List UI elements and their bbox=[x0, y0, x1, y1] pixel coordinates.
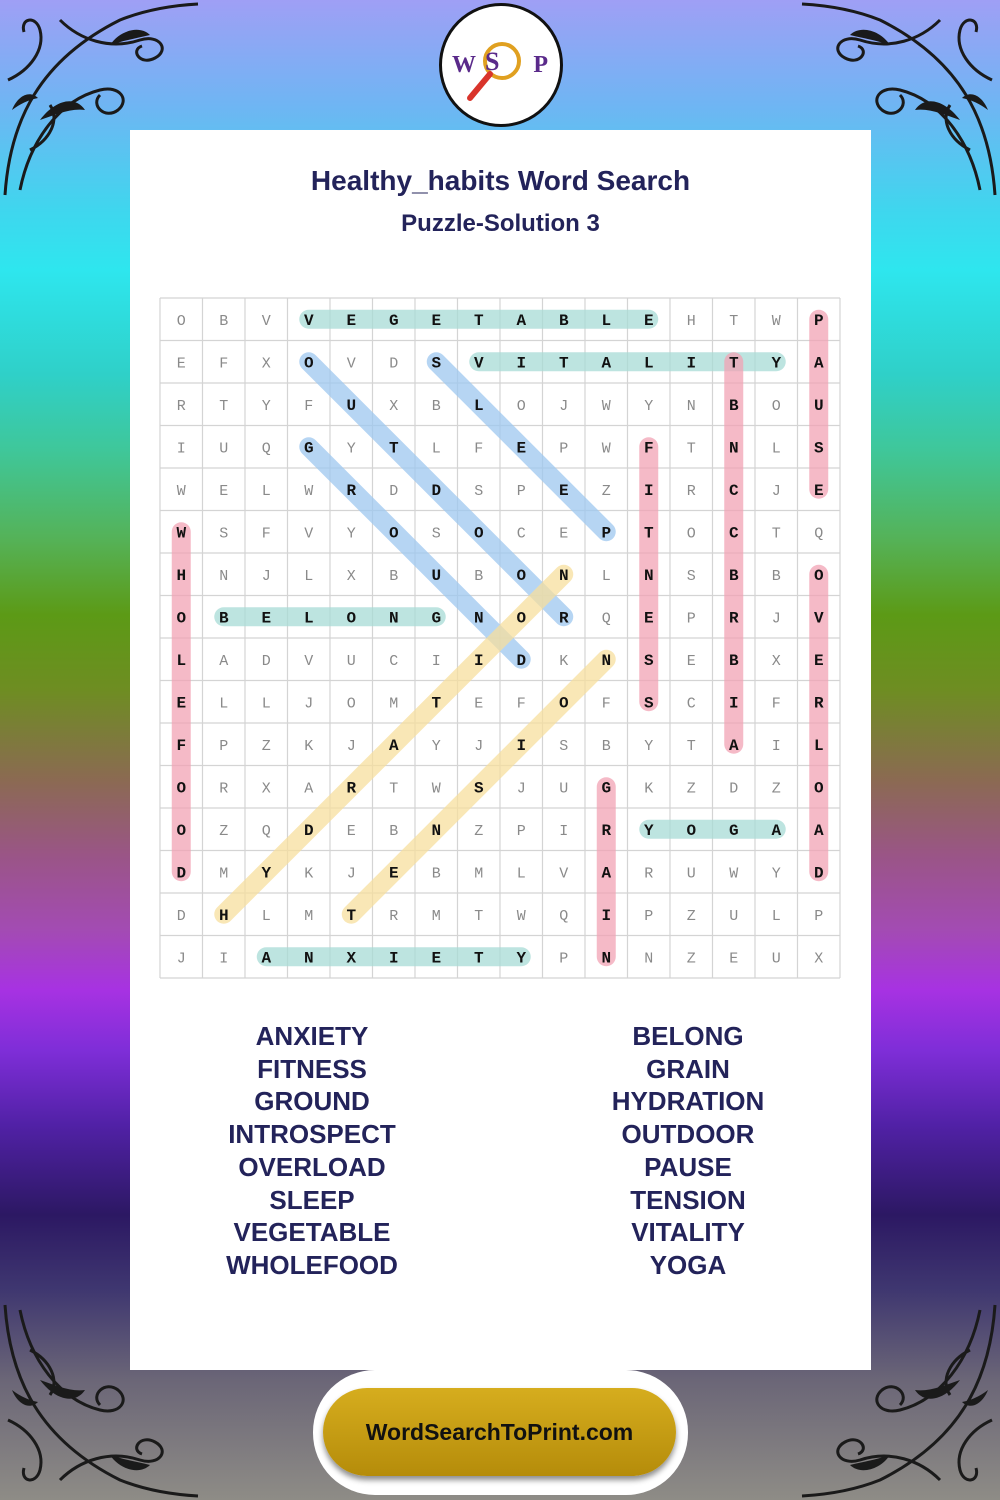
grid-cell-letter: Z bbox=[686, 780, 696, 798]
grid-cell-letter: C bbox=[686, 695, 696, 713]
grid-cell-letter: L bbox=[261, 695, 271, 713]
grid-cell-letter: O bbox=[771, 397, 781, 415]
grid-cell-letter: N bbox=[686, 397, 696, 415]
word-list-item: PAUSE bbox=[644, 1151, 732, 1182]
grid-cell-letter: A bbox=[219, 652, 229, 670]
grid-cell-letter: I bbox=[473, 651, 484, 670]
grid-cell-letter: G bbox=[601, 779, 612, 798]
logo-letter-p: P bbox=[533, 52, 548, 78]
grid-cell-letter: N bbox=[431, 821, 442, 840]
grid-cell-letter: C bbox=[516, 525, 526, 543]
grid-cell-letter: N bbox=[644, 950, 654, 968]
grid-cell-letter: D bbox=[261, 652, 271, 670]
grid-cell-letter: L bbox=[219, 695, 229, 713]
grid-cell-letter: Y bbox=[431, 737, 441, 755]
grid-cell-letter: E bbox=[558, 481, 569, 500]
grid-cell-letter: A bbox=[771, 821, 782, 840]
grid-cell-letter: O bbox=[176, 821, 187, 840]
grid-cell-letter: W bbox=[516, 907, 526, 925]
grid-cell-letter: B bbox=[431, 397, 441, 415]
grid-cell-letter: K bbox=[304, 737, 314, 755]
grid-cell-letter: F bbox=[516, 695, 526, 713]
site-logo[interactable] bbox=[439, 3, 563, 127]
grid-cell-letter: X bbox=[261, 780, 271, 798]
grid-cell-letter: B bbox=[728, 651, 739, 670]
grid-cell-letter: Y bbox=[644, 397, 654, 415]
grid-cell-letter: A bbox=[601, 354, 612, 373]
grid-cell-letter: V bbox=[813, 609, 824, 628]
grid-cell-letter: N bbox=[601, 651, 612, 670]
grid-cell-letter: S bbox=[431, 525, 441, 543]
grid-cell-letter: N bbox=[601, 949, 612, 968]
word-list-left bbox=[162, 1020, 462, 1282]
grid-cell-letter: R bbox=[346, 481, 357, 500]
grid-cell-letter: T bbox=[346, 906, 357, 925]
grid-cell-letter: O bbox=[813, 566, 824, 585]
grid-cell-letter: W bbox=[431, 780, 441, 798]
grid-cell-letter: L bbox=[303, 609, 314, 628]
grid-cell-letter: Y bbox=[644, 737, 654, 755]
grid-cell-letter: X bbox=[346, 949, 357, 968]
grid-cell-letter: O bbox=[516, 609, 527, 628]
grid-cell-letter: U bbox=[431, 566, 442, 585]
grid-cell-letter: Z bbox=[601, 482, 611, 500]
grid-cell-letter: W bbox=[729, 865, 739, 883]
grid-cell-letter: I bbox=[686, 354, 697, 373]
grid-cell-letter: O bbox=[176, 609, 187, 628]
grid-cell-letter: F bbox=[176, 736, 187, 755]
grid-cell-letter: J bbox=[771, 610, 781, 628]
grid-cell-letter: W bbox=[176, 482, 186, 500]
grid-cell-letter: V bbox=[304, 652, 314, 670]
grid-cell-letter: R bbox=[219, 780, 229, 798]
grid-cell-letter: I bbox=[516, 736, 527, 755]
grid-cell-letter: W bbox=[601, 397, 611, 415]
grid-cell-letter: E bbox=[643, 609, 654, 628]
grid-cell-letter: F bbox=[771, 695, 781, 713]
grid-cell-letter: C bbox=[728, 481, 739, 500]
page-title: Healthy_habits Word Search bbox=[310, 165, 691, 196]
grid-cell-letter: Q bbox=[559, 907, 569, 925]
grid-cell-letter: I bbox=[643, 481, 654, 500]
grid-cell-letter: K bbox=[304, 865, 314, 883]
grid-cell-letter: Y bbox=[516, 949, 527, 968]
grid-cell-letter: O bbox=[303, 354, 314, 373]
grid-cell-letter: O bbox=[558, 694, 569, 713]
grid-cell-letter: Z bbox=[686, 907, 696, 925]
grid-cell-letter: L bbox=[176, 651, 187, 670]
grid-cell-letter: F bbox=[304, 397, 314, 415]
word-list-item: SLEEP bbox=[269, 1184, 355, 1215]
grid-cell-letter: V bbox=[304, 525, 314, 543]
grid-cell-letter: E bbox=[346, 311, 357, 330]
word-list-item: FITNESS bbox=[257, 1053, 367, 1084]
grid-cell-letter: X bbox=[261, 355, 271, 373]
grid-cell-letter: U bbox=[346, 652, 356, 670]
grid-cell-letter: T bbox=[473, 311, 484, 330]
grid-cell-letter: D bbox=[389, 482, 399, 500]
grid-cell-letter: C bbox=[389, 652, 399, 670]
grid-cell-letter: R bbox=[558, 609, 569, 628]
grid-cell-letter: Z bbox=[219, 822, 229, 840]
grid-cell-letter: F bbox=[601, 695, 611, 713]
grid-cell-letter: P bbox=[601, 524, 612, 543]
grid-cell-letter: F bbox=[474, 440, 484, 458]
grid-cell-letter: P bbox=[813, 311, 824, 330]
grid-cell-letter: U bbox=[813, 396, 824, 415]
grid-cell-letter: T bbox=[219, 397, 229, 415]
footer-site-link[interactable] bbox=[323, 1388, 676, 1476]
grid-cell-letter: T bbox=[643, 524, 654, 543]
grid-cell-letter: L bbox=[516, 865, 526, 883]
grid-cell-letter: A bbox=[601, 864, 612, 883]
grid-cell-letter: Y bbox=[261, 864, 272, 883]
grid-cell-letter: L bbox=[813, 736, 824, 755]
grid-cell-letter: I bbox=[559, 822, 569, 840]
grid-cell-letter: B bbox=[558, 311, 569, 330]
grid-cell-letter: D bbox=[813, 864, 824, 883]
grid-cell-letter: A bbox=[516, 311, 527, 330]
grid-cell-letter: B bbox=[218, 609, 229, 628]
grid-cell-letter: O bbox=[473, 524, 484, 543]
grid-cell-letter: Q bbox=[601, 610, 611, 628]
grid-cell-letter: B bbox=[728, 566, 739, 585]
grid-cell-letter: U bbox=[729, 907, 739, 925]
grid-cell-letter: E bbox=[729, 950, 739, 968]
grid-cell-letter: T bbox=[686, 440, 696, 458]
grid-cell-letter: V bbox=[473, 354, 484, 373]
grid-cell-letter: L bbox=[261, 907, 271, 925]
grid-cell-letter: J bbox=[304, 695, 314, 713]
grid-cell-letter: N bbox=[728, 439, 739, 458]
grid-cell-letter: U bbox=[686, 865, 696, 883]
grid-cell-letter: P bbox=[686, 610, 696, 628]
word-list-right bbox=[538, 1020, 838, 1282]
grid-cell-letter: D bbox=[431, 481, 442, 500]
grid-cell-letter: V bbox=[261, 312, 271, 330]
grid-cell-letter: E bbox=[261, 609, 272, 628]
grid-cell-letter: E bbox=[813, 651, 824, 670]
grid-cell-letter: E bbox=[388, 864, 399, 883]
grid-cell-letter: U bbox=[771, 950, 781, 968]
grid-cell-letter: S bbox=[473, 779, 484, 798]
grid-cell-letter: E bbox=[346, 822, 356, 840]
grid-cell-letter: Z bbox=[261, 737, 271, 755]
grid-cell-letter: J bbox=[346, 865, 356, 883]
grid-cell-letter: V bbox=[303, 311, 314, 330]
grid-cell-letter: J bbox=[516, 780, 526, 798]
word-list-item: GRAIN bbox=[646, 1053, 730, 1084]
word-list-item: OUTDOOR bbox=[621, 1119, 755, 1150]
grid-cell-letter: R bbox=[686, 482, 696, 500]
grid-cell-letter: Y bbox=[771, 354, 782, 373]
grid-cell-letter: K bbox=[559, 652, 569, 670]
grid-cell-letter: P bbox=[516, 822, 526, 840]
grid-cell-letter: B bbox=[474, 567, 484, 585]
grid-cell-letter: N bbox=[473, 609, 484, 628]
grid-cell-letter: W bbox=[601, 440, 611, 458]
grid-cell-letter: Z bbox=[474, 822, 484, 840]
grid-cell-letter: T bbox=[474, 907, 484, 925]
grid-cell-letter: A bbox=[304, 780, 314, 798]
grid-cell-letter: N bbox=[643, 566, 654, 585]
grid-cell-letter: E bbox=[176, 694, 187, 713]
word-list-item: HYDRATION bbox=[611, 1086, 765, 1117]
grid-cell-letter: A bbox=[728, 736, 739, 755]
grid-cell-letter: Y bbox=[643, 821, 654, 840]
grid-cell-letter: P bbox=[516, 482, 526, 500]
grid-cell-letter: L bbox=[771, 440, 781, 458]
grid-cell-letter: Q bbox=[261, 440, 271, 458]
grid-cell-letter: X bbox=[814, 950, 824, 968]
grid-cell-letter: L bbox=[643, 354, 654, 373]
grid-cell-letter: Z bbox=[771, 780, 781, 798]
logo-letter-s: S bbox=[485, 47, 500, 76]
grid-cell-letter: S bbox=[474, 482, 484, 500]
grid-cell-letter: M bbox=[474, 865, 484, 883]
grid-cell-letter: N bbox=[303, 949, 314, 968]
grid-cell-letter: T bbox=[431, 694, 442, 713]
grid-cell-letter: B bbox=[389, 822, 399, 840]
grid-cell-letter: E bbox=[813, 481, 824, 500]
grid-cell-letter: R bbox=[176, 397, 186, 415]
grid-cell-letter: P bbox=[559, 950, 569, 968]
grid-cell-letter: M bbox=[304, 907, 314, 925]
grid-cell-letter: R bbox=[601, 821, 612, 840]
grid-cell-letter: D bbox=[176, 907, 186, 925]
grid-cell-letter: F bbox=[219, 355, 229, 373]
grid-cell-letter: G bbox=[388, 311, 399, 330]
grid-cell-letter: O bbox=[516, 566, 527, 585]
grid-cell-letter: I bbox=[431, 652, 441, 670]
grid-cell-letter: T bbox=[389, 780, 399, 798]
grid-cell-letter: U bbox=[219, 440, 229, 458]
grid-cell-letter: A bbox=[388, 736, 399, 755]
grid-cell-letter: I bbox=[771, 737, 781, 755]
grid-cell-letter: B bbox=[431, 865, 441, 883]
grid-cell-letter: W bbox=[176, 524, 187, 543]
grid-cell-letter: B bbox=[219, 312, 229, 330]
grid-cell-letter: I bbox=[601, 906, 612, 925]
grid-cell-letter: E bbox=[516, 439, 527, 458]
word-list-item: BELONG bbox=[632, 1021, 744, 1051]
grid-cell-letter: J bbox=[346, 737, 356, 755]
grid-cell-letter: O bbox=[176, 779, 187, 798]
grid-cell-letter: L bbox=[261, 482, 271, 500]
grid-cell-letter: Y bbox=[771, 865, 781, 883]
grid-cell-letter: Q bbox=[261, 822, 271, 840]
grid-cell-letter: H bbox=[686, 312, 696, 330]
grid-cell-letter: I bbox=[516, 354, 527, 373]
grid-cell-letter: D bbox=[389, 355, 399, 373]
grid-cell-letter: B bbox=[389, 567, 399, 585]
grid-cell-letter: I bbox=[219, 950, 229, 968]
grid-cell-letter: B bbox=[728, 396, 739, 415]
grid-cell-letter: R bbox=[813, 694, 824, 713]
grid-cell-letter: A bbox=[261, 949, 272, 968]
grid-cell-letter: V bbox=[559, 865, 569, 883]
word-list-item: VITALITY bbox=[631, 1217, 745, 1248]
grid-cell-letter: G bbox=[431, 609, 442, 628]
footer-site-label: WordSearchToPrint.com bbox=[365, 1418, 634, 1445]
grid-cell-letter: J bbox=[559, 397, 569, 415]
grid-cell-letter: S bbox=[219, 525, 229, 543]
grid-cell-letter: J bbox=[474, 737, 484, 755]
grid-cell-letter: D bbox=[516, 651, 527, 670]
word-list-item: OVERLOAD bbox=[238, 1151, 386, 1182]
grid-cell-letter: X bbox=[346, 567, 356, 585]
grid-cell-letter: U bbox=[346, 396, 357, 415]
word-list-item: TENSION bbox=[630, 1184, 746, 1215]
grid-cell-letter: O bbox=[346, 609, 357, 628]
grid-cell-letter: E bbox=[643, 311, 654, 330]
grid-cell-letter: G bbox=[728, 821, 739, 840]
grid-cell-letter: T bbox=[771, 525, 781, 543]
grid-cell-letter: E bbox=[176, 355, 186, 373]
grid-cell-letter: R bbox=[389, 907, 399, 925]
grid-cell-letter: Q bbox=[814, 525, 824, 543]
grid-cell-letter: P bbox=[644, 907, 654, 925]
grid-cell-letter: A bbox=[813, 821, 824, 840]
grid-cell-letter: I bbox=[388, 949, 399, 968]
puzzle-card bbox=[130, 130, 871, 1370]
grid-cell-letter: D bbox=[176, 864, 187, 883]
grid-cell-letter: B bbox=[771, 567, 781, 585]
grid-cell-letter: S bbox=[559, 737, 569, 755]
grid-cell-letter: E bbox=[474, 695, 484, 713]
grid-cell-letter: E bbox=[559, 525, 569, 543]
grid-cell-letter: M bbox=[431, 907, 441, 925]
grid-cell-letter: O bbox=[176, 312, 186, 330]
grid-cell-letter: E bbox=[686, 652, 696, 670]
grid-cell-letter: S bbox=[431, 354, 442, 373]
grid-cell-letter: T bbox=[728, 354, 739, 373]
grid-cell-letter: H bbox=[176, 566, 187, 585]
word-list-item: WHOLEFOOD bbox=[226, 1249, 398, 1280]
grid-cell-letter: E bbox=[219, 482, 229, 500]
grid-cell-letter: S bbox=[643, 651, 654, 670]
grid-cell-letter: J bbox=[771, 482, 781, 500]
grid-cell-letter: O bbox=[686, 821, 697, 840]
grid-cell-letter: F bbox=[643, 439, 654, 458]
word-search-grid bbox=[130, 130, 871, 1000]
page-subtitle: Puzzle-Solution 3 bbox=[401, 210, 600, 237]
grid-cell-letter: L bbox=[601, 311, 612, 330]
word-list-item: INTROSPECT bbox=[228, 1119, 396, 1150]
grid-cell-letter: T bbox=[388, 439, 399, 458]
grid-cell-letter: L bbox=[473, 396, 484, 415]
grid-cell-letter: X bbox=[771, 652, 781, 670]
grid-cell-letter: W bbox=[304, 482, 314, 500]
grid-cell-letter: O bbox=[346, 695, 356, 713]
grid-cell-letter: S bbox=[813, 439, 824, 458]
word-list-item: YOGA bbox=[649, 1249, 727, 1280]
grid-cell-letter: C bbox=[728, 524, 739, 543]
grid-cell-letter: N bbox=[558, 566, 569, 585]
grid-cell-letter: R bbox=[728, 609, 739, 628]
grid-cell-letter: M bbox=[389, 695, 399, 713]
grid-cell-letter: H bbox=[218, 906, 229, 925]
word-list-item: ANXIETY bbox=[255, 1021, 369, 1051]
grid-cell-letter: N bbox=[388, 609, 399, 628]
grid-cell-letter: I bbox=[728, 694, 739, 713]
grid-cell-letter: R bbox=[644, 865, 654, 883]
grid-cell-letter: Y bbox=[346, 440, 356, 458]
grid-cell-letter: T bbox=[558, 354, 569, 373]
grid-cell-letter: A bbox=[813, 354, 824, 373]
grid-cell-letter: D bbox=[729, 780, 739, 798]
grid-cell-letter: T bbox=[473, 949, 484, 968]
grid-cell-letter: J bbox=[261, 567, 271, 585]
grid-cell-letter: P bbox=[559, 440, 569, 458]
grid-cell-letter: L bbox=[304, 567, 314, 585]
grid-cell-letter: D bbox=[303, 821, 314, 840]
grid-cell-letter: E bbox=[431, 949, 442, 968]
word-list-item: GROUND bbox=[254, 1086, 370, 1117]
grid-cell-letter: U bbox=[559, 780, 569, 798]
grid-cell-letter: K bbox=[644, 780, 654, 798]
grid-cell-letter: F bbox=[261, 525, 271, 543]
logo-letter-w: W bbox=[452, 52, 476, 78]
grid-cell-letter: O bbox=[388, 524, 399, 543]
grid-cell-letter: G bbox=[303, 439, 314, 458]
grid-cell-letter: L bbox=[601, 567, 611, 585]
grid-cell-letter: O bbox=[686, 525, 696, 543]
grid-cell-letter: V bbox=[346, 355, 356, 373]
grid-cell-letter: L bbox=[431, 440, 441, 458]
grid-cell-letter: R bbox=[346, 779, 357, 798]
grid-cell-letter: Y bbox=[346, 525, 356, 543]
grid-cell-letter: P bbox=[814, 907, 824, 925]
grid-cell-letter: B bbox=[601, 737, 611, 755]
grid-cell-letter: W bbox=[771, 312, 781, 330]
grid-cell-letter: X bbox=[389, 397, 399, 415]
grid-cell-letter: I bbox=[176, 440, 186, 458]
grid-cell-letter: O bbox=[813, 779, 824, 798]
grid-cell-letter: E bbox=[431, 311, 442, 330]
grid-cell-letter: O bbox=[516, 397, 526, 415]
grid-cell-letter: L bbox=[771, 907, 781, 925]
grid-cell-letter: N bbox=[219, 567, 229, 585]
word-list-item: VEGETABLE bbox=[233, 1217, 391, 1248]
grid-cell-letter: T bbox=[686, 737, 696, 755]
grid-cell-letter: Z bbox=[686, 950, 696, 968]
grid-cell-letter: J bbox=[176, 950, 186, 968]
grid-cell-letter: T bbox=[729, 312, 739, 330]
grid-cell-letter: S bbox=[686, 567, 696, 585]
grid-cell-letter: S bbox=[643, 694, 654, 713]
grid-cell-letter: M bbox=[219, 865, 229, 883]
grid-cell-letter: P bbox=[219, 737, 229, 755]
grid-cell-letter: Y bbox=[261, 397, 271, 415]
